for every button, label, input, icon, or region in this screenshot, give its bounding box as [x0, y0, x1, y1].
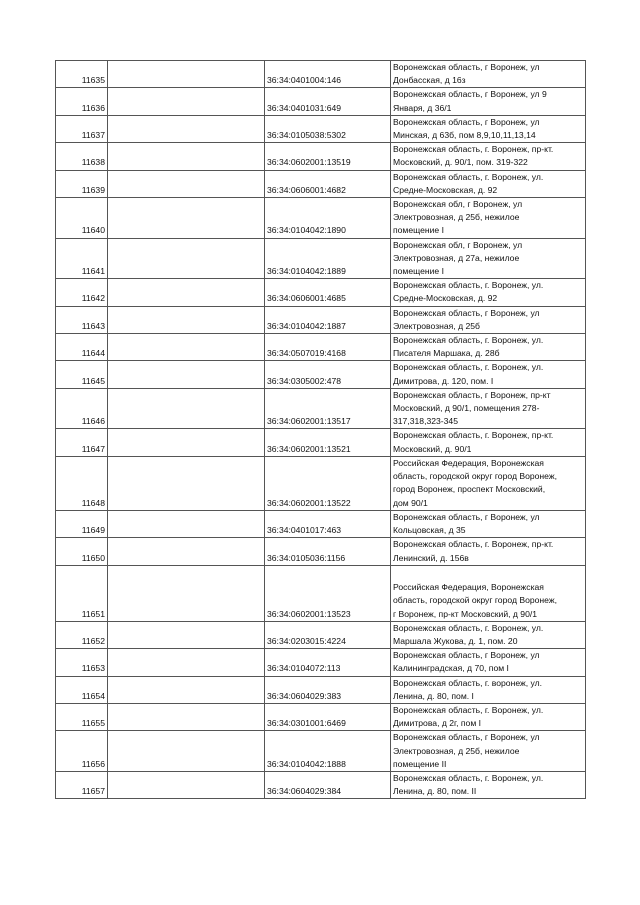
table-row — [56, 731, 586, 772]
cadastral-number: 36:34:0401004:146 — [265, 61, 391, 88]
address-cell: Воронежская область, г. Воронеж, ул. Димитрова, д 2г, пом I — [391, 703, 586, 730]
row-number: 11656 — [56, 731, 108, 772]
empty-cell — [108, 676, 265, 703]
cadastral-number: 36:34:0104042:1889 — [265, 238, 391, 279]
empty-cell — [108, 703, 265, 730]
cadastral-number: 36:34:0606001:4682 — [265, 170, 391, 197]
address-cell: Воронежская область, г Воронеж, ул Электровозная, д 25б — [391, 306, 586, 333]
address-cell: Воронежская область, г. Воронеж, пр-кт. Ленинский, д. 156в — [391, 538, 586, 565]
cadastral-number: 36:34:0104042:1890 — [265, 198, 391, 239]
cadastral-number: 36:34:0203015:4224 — [265, 621, 391, 648]
address-cell: Воронежская область, г. Воронеж, ул. Писателя Маршака, д. 28б — [391, 334, 586, 361]
cadastral-number: 36:34:0604029:383 — [265, 676, 391, 703]
row-number: 11654 — [56, 676, 108, 703]
empty-cell — [108, 429, 265, 456]
row-number: 11653 — [56, 649, 108, 676]
address-cell: Воронежская область, г. Воронеж, ул. Ленина, д. 80, пом. II — [391, 771, 586, 798]
table-row — [56, 676, 586, 703]
empty-cell — [108, 143, 265, 170]
row-number: 11657 — [56, 771, 108, 798]
row-number: 11635 — [56, 61, 108, 88]
empty-cell — [108, 649, 265, 676]
table-row — [56, 388, 586, 429]
empty-cell — [108, 88, 265, 115]
row-number: 11651 — [56, 565, 108, 621]
cadastral-number: 36:34:0602001:13522 — [265, 456, 391, 510]
table-row — [56, 115, 586, 142]
address-cell: Воронежская область, г. воронеж, ул. Ленина, д. 80, пом. I — [391, 676, 586, 703]
table-row — [56, 143, 586, 170]
row-number: 11652 — [56, 621, 108, 648]
row-number: 11645 — [56, 361, 108, 388]
address-cell: Воронежская обл, г Воронеж, ул Электровозная, д 27а, нежилое помещение I — [391, 238, 586, 279]
registry-table-body — [56, 61, 586, 799]
table-row — [56, 198, 586, 239]
cadastral-number: 36:34:0105038:5302 — [265, 115, 391, 142]
table-row — [56, 279, 586, 306]
row-number: 11649 — [56, 510, 108, 537]
cadastral-number: 36:34:0606001:4685 — [265, 279, 391, 306]
cadastral-number: 36:34:0602001:13517 — [265, 388, 391, 429]
empty-cell — [108, 361, 265, 388]
empty-cell — [108, 731, 265, 772]
empty-cell — [108, 170, 265, 197]
row-number: 11650 — [56, 538, 108, 565]
empty-cell — [108, 771, 265, 798]
cadastral-number: 36:34:0401031:649 — [265, 88, 391, 115]
cadastral-number: 36:34:0602001:13519 — [265, 143, 391, 170]
address-cell: Воронежская область, г. Воронеж, ул. Средне-Московская, д. 92 — [391, 170, 586, 197]
address-cell: Воронежская область, г. Воронеж, ул. Средне-Московская, д. 92 — [391, 279, 586, 306]
table-row — [56, 306, 586, 333]
table-row — [56, 429, 586, 456]
row-number: 11636 — [56, 88, 108, 115]
empty-cell — [108, 115, 265, 142]
table-row — [56, 88, 586, 115]
table-row — [56, 361, 586, 388]
table-row — [56, 771, 586, 798]
table-row — [56, 538, 586, 565]
address-cell: Воронежская область, г. Воронеж, пр-кт. Московский, д. 90/1 — [391, 429, 586, 456]
table-row — [56, 170, 586, 197]
address-cell: Воронежская область, г. Воронеж, пр-кт. Московский, д. 90/1, пом. 319-322 — [391, 143, 586, 170]
address-cell: Воронежская область, г Воронеж, ул Минская, д 63б, пом 8,9,10,11,13,14 — [391, 115, 586, 142]
cadastral-number: 36:34:0401017:463 — [265, 510, 391, 537]
empty-cell — [108, 538, 265, 565]
table-row — [56, 61, 586, 88]
table-row — [56, 238, 586, 279]
row-number: 11642 — [56, 279, 108, 306]
cadastral-number: 36:34:0602001:13521 — [265, 429, 391, 456]
address-cell: Воронежская область, г. Воронеж, ул. Маршала Жукова, д. 1, пом. 20 — [391, 621, 586, 648]
empty-cell — [108, 238, 265, 279]
empty-cell — [108, 279, 265, 306]
empty-cell — [108, 510, 265, 537]
empty-cell — [108, 198, 265, 239]
address-cell: Воронежская область, г Воронеж, ул Кольцовская, д 35 — [391, 510, 586, 537]
address-cell: Воронежская обл, г Воронеж, ул Электровозная, д 25б, нежилое помещение I — [391, 198, 586, 239]
row-number: 11646 — [56, 388, 108, 429]
row-number: 11637 — [56, 115, 108, 142]
row-number: 11647 — [56, 429, 108, 456]
cadastral-number: 36:34:0104042:1888 — [265, 731, 391, 772]
empty-cell — [108, 306, 265, 333]
empty-cell — [108, 334, 265, 361]
empty-cell — [108, 456, 265, 510]
row-number: 11640 — [56, 198, 108, 239]
empty-cell — [108, 621, 265, 648]
empty-cell — [108, 565, 265, 621]
row-number: 11648 — [56, 456, 108, 510]
address-cell: Воронежская область, г Воронеж, ул Электровозная, д 25б, нежилое помещение II — [391, 731, 586, 772]
address-cell: Российская Федерация, Воронежская область, городской округ город Воронеж, город Воронеж, проспект Московский, дом 90/1 — [391, 456, 586, 510]
address-cell: Воронежская область, г. Воронеж, ул. Димитрова, д. 120, пом. I — [391, 361, 586, 388]
empty-cell — [108, 388, 265, 429]
table-row — [56, 334, 586, 361]
row-number: 11655 — [56, 703, 108, 730]
address-cell: Российская Федерация, Воронежская область, городской округ город Воронеж, г Воронеж, пр-кт Московский, д 90/1 — [391, 565, 586, 621]
row-number: 11639 — [56, 170, 108, 197]
cadastral-number: 36:34:0602001:13523 — [265, 565, 391, 621]
table-row — [56, 649, 586, 676]
cadastral-number: 36:34:0104072:113 — [265, 649, 391, 676]
address-cell: Воронежская область, г Воронеж, ул Донбасская, д 16з — [391, 61, 586, 88]
address-cell: Воронежская область, г Воронеж, пр-кт Московский, д 90/1, помещения 278- 317,318,323-345 — [391, 388, 586, 429]
cadastral-number: 36:34:0104042:1887 — [265, 306, 391, 333]
row-number: 11638 — [56, 143, 108, 170]
row-number: 11641 — [56, 238, 108, 279]
cadastral-number: 36:34:0301001:6469 — [265, 703, 391, 730]
cadastral-number: 36:34:0507019:4168 — [265, 334, 391, 361]
table-row — [56, 565, 586, 621]
table-row — [56, 456, 586, 510]
registry-table — [55, 60, 586, 799]
row-number: 11644 — [56, 334, 108, 361]
table-row — [56, 621, 586, 648]
table-row — [56, 510, 586, 537]
empty-cell — [108, 61, 265, 88]
row-number: 11643 — [56, 306, 108, 333]
cadastral-number: 36:34:0105036:1156 — [265, 538, 391, 565]
table-row — [56, 703, 586, 730]
cadastral-number: 36:34:0604029:384 — [265, 771, 391, 798]
address-cell: Воронежская область, г Воронеж, ул 9 Января, д 36/1 — [391, 88, 586, 115]
address-cell: Воронежская область, г Воронеж, ул Калининградская, д 70, пом I — [391, 649, 586, 676]
cadastral-number: 36:34:0305002:478 — [265, 361, 391, 388]
